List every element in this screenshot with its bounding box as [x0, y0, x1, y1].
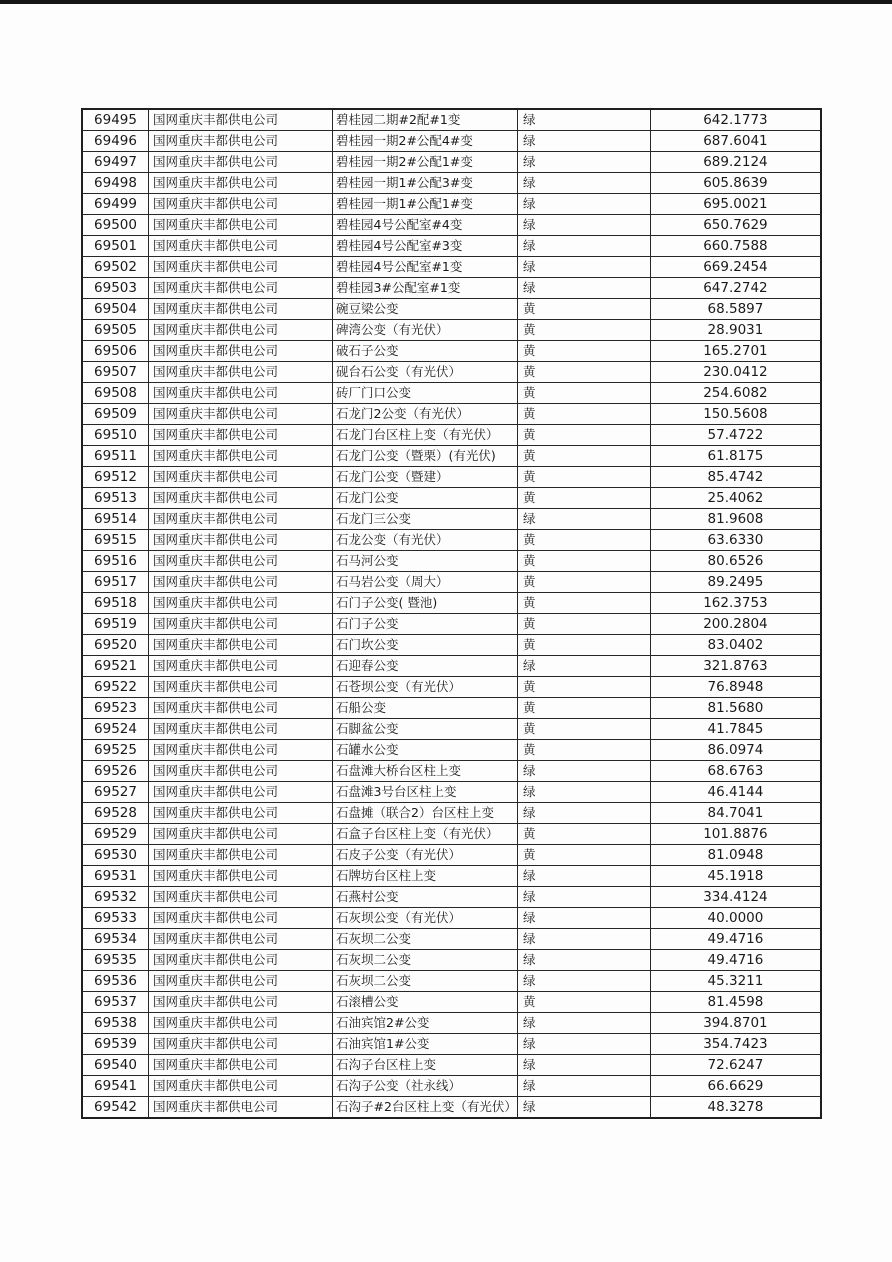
cell-name: 石牌坊台区柱上变 — [333, 866, 518, 887]
cell-status: 绿 — [517, 656, 650, 677]
cell-company: 国网重庆丰都供电公司 — [149, 719, 333, 740]
data-table — [81, 108, 822, 1119]
table-row — [82, 362, 821, 383]
cell-id: 69526 — [82, 761, 149, 782]
cell-name: 石盘滩大桥台区柱上变 — [333, 761, 518, 782]
cell-name: 石灰坝二公变 — [333, 971, 518, 992]
cell-name: 碧桂园4号公配室#4变 — [333, 215, 518, 236]
cell-name: 石迎春公变 — [333, 656, 518, 677]
cell-value: 28.9031 — [650, 320, 821, 341]
cell-company: 国网重庆丰都供电公司 — [149, 845, 333, 866]
cell-company: 国网重庆丰都供电公司 — [149, 530, 333, 551]
table-row — [82, 551, 821, 572]
cell-id: 69527 — [82, 782, 149, 803]
table-row — [82, 824, 821, 845]
cell-status: 绿 — [517, 173, 650, 194]
cell-status: 黄 — [517, 677, 650, 698]
cell-name: 破石子公变 — [333, 341, 518, 362]
cell-id: 69506 — [82, 341, 149, 362]
cell-company: 国网重庆丰都供电公司 — [149, 383, 333, 404]
cell-company: 国网重庆丰都供电公司 — [149, 194, 333, 215]
cell-name: 石油宾馆1#公变 — [333, 1034, 518, 1055]
cell-name: 石油宾馆2#公变 — [333, 1013, 518, 1034]
table-row — [82, 341, 821, 362]
cell-status: 黄 — [517, 362, 650, 383]
cell-company: 国网重庆丰都供电公司 — [149, 152, 333, 173]
cell-value: 687.6041 — [650, 131, 821, 152]
table-row — [82, 173, 821, 194]
cell-status: 绿 — [517, 257, 650, 278]
cell-value: 40.0000 — [650, 908, 821, 929]
cell-status: 黄 — [517, 299, 650, 320]
cell-company: 国网重庆丰都供电公司 — [149, 593, 333, 614]
cell-name: 碧桂园3#公配室#1变 — [333, 278, 518, 299]
table-row — [82, 425, 821, 446]
cell-name: 石盒子台区柱上变（有光伏） — [333, 824, 518, 845]
cell-status: 黄 — [517, 467, 650, 488]
cell-status: 黄 — [517, 425, 650, 446]
cell-name: 石沟子公变（社永线） — [333, 1076, 518, 1097]
cell-id: 69515 — [82, 530, 149, 551]
cell-value: 321.8763 — [650, 656, 821, 677]
cell-name: 石苍坝公变（有光伏） — [333, 677, 518, 698]
cell-value: 660.7588 — [650, 236, 821, 257]
cell-id: 69523 — [82, 698, 149, 719]
cell-id: 69522 — [82, 677, 149, 698]
table-row — [82, 971, 821, 992]
cell-id: 69504 — [82, 299, 149, 320]
cell-company: 国网重庆丰都供电公司 — [149, 257, 333, 278]
cell-name: 石盘滩3号台区柱上变 — [333, 782, 518, 803]
cell-name: 石门坎公变 — [333, 635, 518, 656]
table-row — [82, 698, 821, 719]
table-row — [82, 1097, 821, 1119]
table-row — [82, 593, 821, 614]
cell-company: 国网重庆丰都供电公司 — [149, 698, 333, 719]
cell-name: 石龙门公变 — [333, 488, 518, 509]
cell-value: 85.4742 — [650, 467, 821, 488]
cell-id: 69535 — [82, 950, 149, 971]
cell-company: 国网重庆丰都供电公司 — [149, 803, 333, 824]
cell-company: 国网重庆丰都供电公司 — [149, 509, 333, 530]
cell-company: 国网重庆丰都供电公司 — [149, 950, 333, 971]
cell-status: 黄 — [517, 824, 650, 845]
table-row — [82, 299, 821, 320]
table-row — [82, 530, 821, 551]
cell-status: 绿 — [517, 866, 650, 887]
cell-name: 碧桂园一期2#公配4#变 — [333, 131, 518, 152]
cell-value: 200.2804 — [650, 614, 821, 635]
table-row — [82, 740, 821, 761]
cell-value: 89.2495 — [650, 572, 821, 593]
cell-id: 69499 — [82, 194, 149, 215]
table-row — [82, 950, 821, 971]
cell-value: 162.3753 — [650, 593, 821, 614]
cell-status: 黄 — [517, 992, 650, 1013]
cell-name: 砚台石公变（有光伏） — [333, 362, 518, 383]
table-row — [82, 1055, 821, 1076]
cell-id: 69497 — [82, 152, 149, 173]
cell-value: 46.4144 — [650, 782, 821, 803]
cell-value: 41.7845 — [650, 719, 821, 740]
cell-company: 国网重庆丰都供电公司 — [149, 929, 333, 950]
cell-status: 黄 — [517, 635, 650, 656]
cell-id: 69524 — [82, 719, 149, 740]
table-row — [82, 467, 821, 488]
cell-value: 86.0974 — [650, 740, 821, 761]
table-row — [82, 257, 821, 278]
cell-status: 绿 — [517, 971, 650, 992]
cell-name: 石马岩公变（周大） — [333, 572, 518, 593]
cell-id: 69533 — [82, 908, 149, 929]
cell-company: 国网重庆丰都供电公司 — [149, 824, 333, 845]
table-row — [82, 614, 821, 635]
cell-value: 48.3278 — [650, 1097, 821, 1119]
cell-value: 669.2454 — [650, 257, 821, 278]
table-row — [82, 152, 821, 173]
cell-value: 25.4062 — [650, 488, 821, 509]
table-row — [82, 656, 821, 677]
cell-company: 国网重庆丰都供电公司 — [149, 173, 333, 194]
cell-id: 69507 — [82, 362, 149, 383]
cell-status: 黄 — [517, 530, 650, 551]
cell-id: 69511 — [82, 446, 149, 467]
table-row — [82, 509, 821, 530]
cell-value: 165.2701 — [650, 341, 821, 362]
cell-value: 81.5680 — [650, 698, 821, 719]
cell-company: 国网重庆丰都供电公司 — [149, 740, 333, 761]
cell-status: 绿 — [517, 131, 650, 152]
cell-status: 绿 — [517, 887, 650, 908]
cell-name: 砖厂门口公变 — [333, 383, 518, 404]
cell-company: 国网重庆丰都供电公司 — [149, 299, 333, 320]
cell-status: 黄 — [517, 383, 650, 404]
cell-id: 69510 — [82, 425, 149, 446]
cell-status: 黄 — [517, 719, 650, 740]
table-row — [82, 1013, 821, 1034]
cell-company: 国网重庆丰都供电公司 — [149, 341, 333, 362]
cell-value: 354.7423 — [650, 1034, 821, 1055]
cell-status: 绿 — [517, 509, 650, 530]
cell-company: 国网重庆丰都供电公司 — [149, 761, 333, 782]
cell-name: 石龙公变（有光伏） — [333, 530, 518, 551]
cell-company: 国网重庆丰都供电公司 — [149, 488, 333, 509]
cell-status: 绿 — [517, 109, 650, 131]
cell-company: 国网重庆丰都供电公司 — [149, 1013, 333, 1034]
table-row — [82, 215, 821, 236]
cell-status: 黄 — [517, 572, 650, 593]
table-row — [82, 929, 821, 950]
cell-value: 61.8175 — [650, 446, 821, 467]
cell-value: 101.8876 — [650, 824, 821, 845]
cell-value: 605.8639 — [650, 173, 821, 194]
table-row — [82, 109, 821, 131]
cell-id: 69528 — [82, 803, 149, 824]
cell-id: 69540 — [82, 1055, 149, 1076]
table-row — [82, 908, 821, 929]
cell-value: 45.1918 — [650, 866, 821, 887]
cell-value: 57.4722 — [650, 425, 821, 446]
cell-name: 碧桂园一期1#公配3#变 — [333, 173, 518, 194]
cell-name: 碧桂园4号公配室#3变 — [333, 236, 518, 257]
cell-name: 石马河公变 — [333, 551, 518, 572]
cell-company: 国网重庆丰都供电公司 — [149, 656, 333, 677]
cell-name: 石龙门三公变 — [333, 509, 518, 530]
cell-value: 66.6629 — [650, 1076, 821, 1097]
top-edge-bar — [0, 0, 892, 4]
cell-id: 69520 — [82, 635, 149, 656]
cell-name: 碧桂园4号公配室#1变 — [333, 257, 518, 278]
table-row — [82, 236, 821, 257]
cell-status: 绿 — [517, 803, 650, 824]
table-row — [82, 719, 821, 740]
table-row — [82, 278, 821, 299]
cell-status: 绿 — [517, 950, 650, 971]
table-row — [82, 131, 821, 152]
cell-name: 石脚盆公变 — [333, 719, 518, 740]
cell-id: 69498 — [82, 173, 149, 194]
table-row — [82, 446, 821, 467]
cell-name: 碧桂园二期#2配#1变 — [333, 109, 518, 131]
cell-status: 绿 — [517, 908, 650, 929]
cell-value: 150.5608 — [650, 404, 821, 425]
cell-id: 69502 — [82, 257, 149, 278]
cell-value: 84.7041 — [650, 803, 821, 824]
cell-id: 69537 — [82, 992, 149, 1013]
cell-name: 石沟子#2台区柱上变（有光伏） — [333, 1097, 518, 1119]
cell-id: 69531 — [82, 866, 149, 887]
cell-value: 83.0402 — [650, 635, 821, 656]
cell-company: 国网重庆丰都供电公司 — [149, 866, 333, 887]
cell-company: 国网重庆丰都供电公司 — [149, 320, 333, 341]
table-row — [82, 845, 821, 866]
cell-id: 69541 — [82, 1076, 149, 1097]
cell-company: 国网重庆丰都供电公司 — [149, 446, 333, 467]
cell-value: 81.4598 — [650, 992, 821, 1013]
cell-id: 69496 — [82, 131, 149, 152]
table-row — [82, 887, 821, 908]
cell-value: 68.6763 — [650, 761, 821, 782]
cell-status: 绿 — [517, 1055, 650, 1076]
cell-name: 石龙门公变（暨建） — [333, 467, 518, 488]
table-row — [82, 488, 821, 509]
cell-status: 绿 — [517, 194, 650, 215]
cell-company: 国网重庆丰都供电公司 — [149, 782, 333, 803]
cell-value: 49.4716 — [650, 950, 821, 971]
cell-id: 69508 — [82, 383, 149, 404]
cell-status: 黄 — [517, 320, 650, 341]
cell-company: 国网重庆丰都供电公司 — [149, 1076, 333, 1097]
table-row — [82, 383, 821, 404]
table-row — [82, 761, 821, 782]
cell-value: 72.6247 — [650, 1055, 821, 1076]
cell-value: 650.7629 — [650, 215, 821, 236]
cell-id: 69536 — [82, 971, 149, 992]
cell-company: 国网重庆丰都供电公司 — [149, 1097, 333, 1119]
cell-status: 绿 — [517, 278, 650, 299]
cell-company: 国网重庆丰都供电公司 — [149, 131, 333, 152]
cell-company: 国网重庆丰都供电公司 — [149, 278, 333, 299]
cell-id: 69525 — [82, 740, 149, 761]
cell-id: 69530 — [82, 845, 149, 866]
cell-company: 国网重庆丰都供电公司 — [149, 887, 333, 908]
cell-name: 石灰坝公变（有光伏） — [333, 908, 518, 929]
cell-status: 黄 — [517, 341, 650, 362]
cell-name: 石灰坝二公变 — [333, 950, 518, 971]
cell-status: 黄 — [517, 845, 650, 866]
table-row — [82, 572, 821, 593]
cell-name: 石皮子公变（有光伏） — [333, 845, 518, 866]
cell-name: 石滚槽公变 — [333, 992, 518, 1013]
cell-id: 69538 — [82, 1013, 149, 1034]
cell-name: 石龙门台区柱上变（有光伏） — [333, 425, 518, 446]
cell-status: 黄 — [517, 614, 650, 635]
cell-status: 绿 — [517, 1097, 650, 1119]
cell-status: 绿 — [517, 1013, 650, 1034]
table-body — [82, 109, 821, 1118]
table-row — [82, 194, 821, 215]
cell-name: 碗豆梁公变 — [333, 299, 518, 320]
cell-company: 国网重庆丰都供电公司 — [149, 614, 333, 635]
cell-value: 642.1773 — [650, 109, 821, 131]
cell-status: 绿 — [517, 761, 650, 782]
cell-id: 69518 — [82, 593, 149, 614]
cell-company: 国网重庆丰都供电公司 — [149, 404, 333, 425]
cell-value: 49.4716 — [650, 929, 821, 950]
cell-value: 334.4124 — [650, 887, 821, 908]
cell-id: 69512 — [82, 467, 149, 488]
cell-name: 石门子公变 — [333, 614, 518, 635]
cell-status: 黄 — [517, 740, 650, 761]
cell-value: 689.2124 — [650, 152, 821, 173]
cell-company: 国网重庆丰都供电公司 — [149, 677, 333, 698]
cell-value: 63.6330 — [650, 530, 821, 551]
cell-status: 绿 — [517, 1034, 650, 1055]
cell-company: 国网重庆丰都供电公司 — [149, 1055, 333, 1076]
cell-company: 国网重庆丰都供电公司 — [149, 971, 333, 992]
cell-status: 黄 — [517, 698, 650, 719]
table-row — [82, 677, 821, 698]
cell-name: 石盘摊（联合2）台区柱上变 — [333, 803, 518, 824]
cell-status: 绿 — [517, 236, 650, 257]
cell-company: 国网重庆丰都供电公司 — [149, 908, 333, 929]
cell-id: 69495 — [82, 109, 149, 131]
table-row — [82, 866, 821, 887]
cell-id: 69501 — [82, 236, 149, 257]
cell-name: 碧桂园一期1#公配1#变 — [333, 194, 518, 215]
cell-value: 695.0021 — [650, 194, 821, 215]
table-row — [82, 320, 821, 341]
cell-value: 76.8948 — [650, 677, 821, 698]
cell-status: 黄 — [517, 404, 650, 425]
cell-name: 石门子公变( 暨池) — [333, 593, 518, 614]
table-row — [82, 992, 821, 1013]
table-row — [82, 404, 821, 425]
table-row — [82, 782, 821, 803]
cell-company: 国网重庆丰都供电公司 — [149, 109, 333, 131]
cell-company: 国网重庆丰都供电公司 — [149, 215, 333, 236]
cell-status: 黄 — [517, 593, 650, 614]
cell-company: 国网重庆丰都供电公司 — [149, 467, 333, 488]
cell-id: 69513 — [82, 488, 149, 509]
cell-status: 黄 — [517, 488, 650, 509]
cell-value: 647.2742 — [650, 278, 821, 299]
cell-id: 69514 — [82, 509, 149, 530]
cell-id: 69503 — [82, 278, 149, 299]
cell-status: 黄 — [517, 446, 650, 467]
cell-status: 绿 — [517, 152, 650, 173]
cell-value: 81.0948 — [650, 845, 821, 866]
cell-name: 碑湾公变（有光伏） — [333, 320, 518, 341]
cell-company: 国网重庆丰都供电公司 — [149, 551, 333, 572]
cell-company: 国网重庆丰都供电公司 — [149, 362, 333, 383]
cell-status: 绿 — [517, 782, 650, 803]
cell-name: 石灰坝二公变 — [333, 929, 518, 950]
cell-company: 国网重庆丰都供电公司 — [149, 236, 333, 257]
cell-id: 69516 — [82, 551, 149, 572]
cell-name: 石龙门公变（暨栗）(有光伏) — [333, 446, 518, 467]
cell-value: 394.8701 — [650, 1013, 821, 1034]
cell-id: 69521 — [82, 656, 149, 677]
cell-name: 石燕村公变 — [333, 887, 518, 908]
cell-id: 69509 — [82, 404, 149, 425]
cell-name: 石龙门2公变（有光伏） — [333, 404, 518, 425]
cell-id: 69517 — [82, 572, 149, 593]
cell-id: 69519 — [82, 614, 149, 635]
cell-company: 国网重庆丰都供电公司 — [149, 635, 333, 656]
cell-company: 国网重庆丰都供电公司 — [149, 992, 333, 1013]
cell-id: 69534 — [82, 929, 149, 950]
table-row — [82, 1076, 821, 1097]
cell-id: 69542 — [82, 1097, 149, 1119]
cell-status: 绿 — [517, 1076, 650, 1097]
cell-name: 石船公变 — [333, 698, 518, 719]
cell-company: 国网重庆丰都供电公司 — [149, 1034, 333, 1055]
cell-name: 碧桂园一期2#公配1#变 — [333, 152, 518, 173]
cell-value: 81.9608 — [650, 509, 821, 530]
cell-id: 69532 — [82, 887, 149, 908]
cell-id: 69529 — [82, 824, 149, 845]
cell-company: 国网重庆丰都供电公司 — [149, 572, 333, 593]
cell-name: 石沟子台区柱上变 — [333, 1055, 518, 1076]
cell-value: 45.3211 — [650, 971, 821, 992]
table-row — [82, 803, 821, 824]
cell-value: 80.6526 — [650, 551, 821, 572]
cell-status: 绿 — [517, 215, 650, 236]
cell-value: 254.6082 — [650, 383, 821, 404]
table-row — [82, 1034, 821, 1055]
cell-id: 69500 — [82, 215, 149, 236]
cell-value: 68.5897 — [650, 299, 821, 320]
cell-company: 国网重庆丰都供电公司 — [149, 425, 333, 446]
table-row — [82, 635, 821, 656]
cell-id: 69539 — [82, 1034, 149, 1055]
cell-status: 绿 — [517, 929, 650, 950]
cell-name: 石罐水公变 — [333, 740, 518, 761]
cell-id: 69505 — [82, 320, 149, 341]
cell-value: 230.0412 — [650, 362, 821, 383]
cell-status: 黄 — [517, 551, 650, 572]
